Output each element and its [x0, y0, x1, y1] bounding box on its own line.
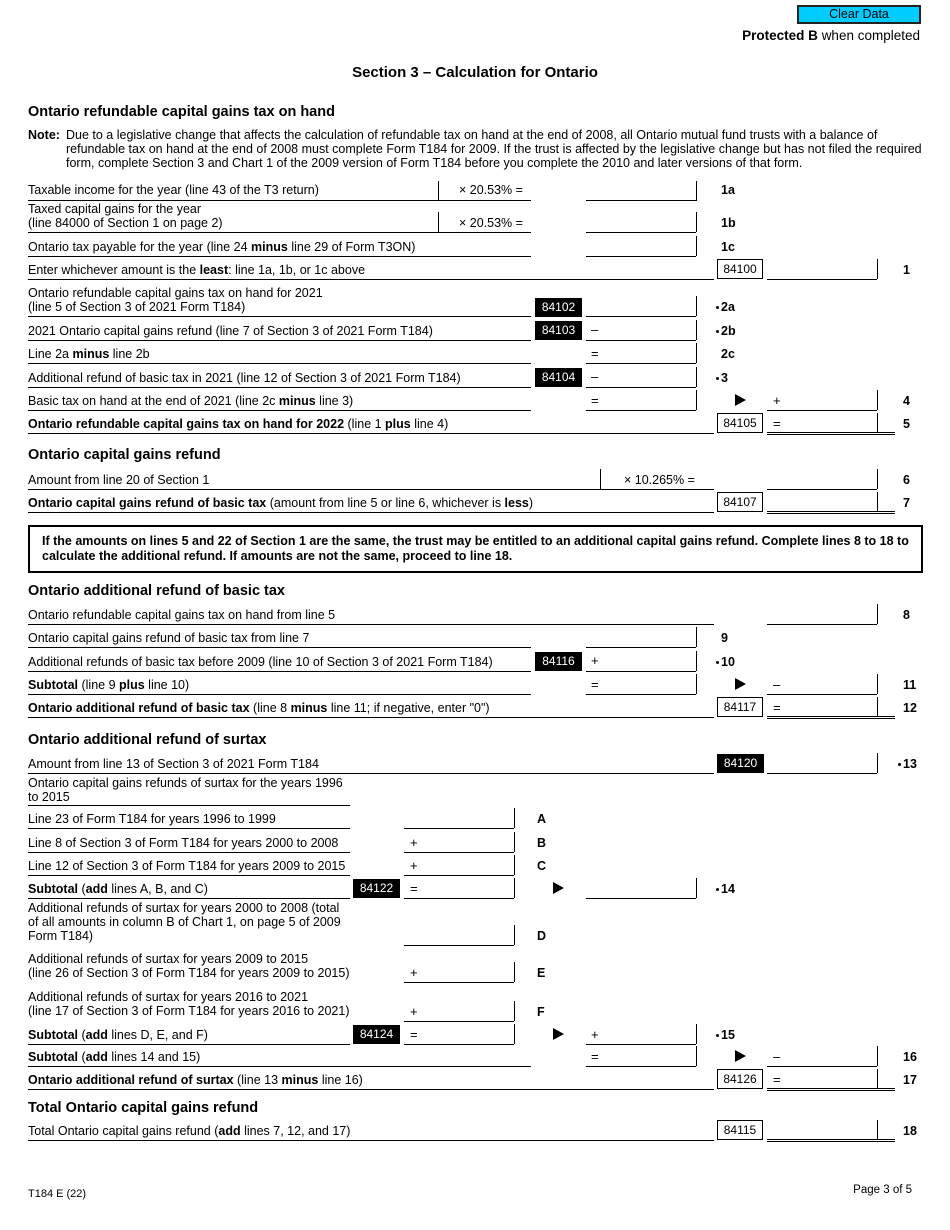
- code-84104: 84104: [535, 368, 582, 387]
- line-number-4: 4: [903, 394, 910, 408]
- note-text: Due to a legislative change that affects the calculation of refundable tax on hand at the end of 2008, all Ontario mutual fund trusts with a balance of refundable tax on hand at the end of 2008 must complete Form T184 for 2009. If the trust is affected by the legislative change but has not filed the required form, complete Section 3 and Chart 1 of the 2009 version of Form T184 before you complete the 2010 and later versions of that form.: [66, 128, 922, 170]
- line-number-13: 13: [903, 757, 917, 771]
- code-84122: 84122: [353, 879, 400, 898]
- plus-sign: +: [591, 1027, 599, 1042]
- notice-box: If the amounts on lines 5 and 22 of Section 1 are the same, the trust may be entitled to an additional capital gains refund. Complete lines 8 to 18 to calculate the additional refund. If amounts are not the same, proceed to line 18.: [28, 525, 923, 573]
- line-2c-label: Line 2a minus line 2b: [28, 347, 150, 361]
- field-F[interactable]: [404, 1021, 514, 1022]
- minus-sign: –: [591, 322, 599, 337]
- field-15a[interactable]: [404, 1044, 514, 1045]
- line-number-1b: 1b: [721, 216, 736, 230]
- equals-sign: =: [591, 677, 599, 692]
- plus-sign: +: [773, 393, 781, 408]
- equals-sign: =: [773, 1072, 781, 1087]
- heading-additional-basic: Ontario additional refund of basic tax: [28, 583, 285, 599]
- code-84126: 84126: [717, 1069, 763, 1089]
- line-C-label: Line 12 of Section 3 of Form T184 for years 2009 to 2015: [28, 859, 346, 873]
- field-18[interactable]: [767, 1139, 895, 1142]
- equals-sign: =: [773, 700, 781, 715]
- code-84124: 84124: [353, 1025, 400, 1044]
- line-2a-label-2: (line 5 of Section 3 of 2021 Form T184): [28, 300, 246, 314]
- line-E-label-2: (line 26 of Section 3 of Form T184 for years 2009 to 2015): [28, 966, 350, 980]
- field-1b[interactable]: [586, 232, 696, 233]
- line-2a-label-1: Ontario refundable capital gains tax on hand for 2021: [28, 286, 323, 300]
- minus-sign: –: [773, 1049, 781, 1064]
- line-1c-label: Ontario tax payable for the year (line 24 minus line 29 of Form T3ON): [28, 240, 416, 254]
- field-2a[interactable]: [586, 316, 696, 317]
- code-84107: 84107: [717, 492, 763, 512]
- line-1b-label-1: Taxed capital gains for the year: [28, 202, 202, 216]
- rate-1a: × 20.53% =: [459, 183, 523, 197]
- field-17[interactable]: [767, 1088, 895, 1091]
- line-number-3: 3: [721, 371, 728, 385]
- field-4a[interactable]: [586, 410, 696, 411]
- plus-sign: +: [410, 965, 418, 980]
- field-9[interactable]: [586, 647, 696, 648]
- line-3-label: Additional refund of basic tax in 2021 (line 12 of Section 3 of 2021 Form T184): [28, 371, 461, 385]
- line-D-label-1: Additional refunds of surtax for years 2000 to 2008 (total: [28, 901, 340, 915]
- field-2c[interactable]: [586, 363, 696, 364]
- arrow-right-icon: [735, 1050, 746, 1062]
- line-number-17: 17: [903, 1073, 917, 1087]
- arrow-right-icon: [553, 1028, 564, 1040]
- rate-6: × 10.265% =: [624, 473, 695, 487]
- plus-sign: +: [410, 858, 418, 873]
- line-6-label: Amount from line 20 of Section 1: [28, 473, 210, 487]
- minus-sign: –: [591, 369, 599, 384]
- equals-sign: =: [410, 881, 418, 896]
- code-84100: 84100: [717, 259, 763, 279]
- field-8[interactable]: [767, 624, 877, 625]
- heading-refund: Ontario capital gains refund: [28, 447, 221, 463]
- equals-sign: =: [410, 1027, 418, 1042]
- line-11-label: Subtotal (line 9 plus line 10): [28, 678, 190, 692]
- line-letter-F: F: [537, 1005, 545, 1019]
- field-16[interactable]: [767, 1066, 877, 1067]
- code-84102: 84102: [535, 298, 582, 317]
- line-number-2a: 2a: [721, 300, 735, 314]
- line-number-10: 10: [721, 655, 735, 669]
- line-18-label: Total Ontario capital gains refund (add lines 7, 12, and 17): [28, 1124, 351, 1138]
- field-7[interactable]: [767, 511, 895, 514]
- line-F-label-2: (line 17 of Section 3 of Form T184 for years 2016 to 2021): [28, 1004, 350, 1018]
- line-1b-label-2: (line 84000 of Section 1 on page 2): [28, 216, 223, 230]
- field-5[interactable]: [767, 432, 895, 435]
- field-12[interactable]: [767, 716, 895, 719]
- field-E[interactable]: [404, 982, 514, 983]
- section-title: Section 3 – Calculation for Ontario: [352, 64, 598, 81]
- line-number-1c: 1c: [721, 240, 735, 254]
- line-A-label: Line 23 of Form T184 for years 1996 to 1999: [28, 812, 276, 826]
- equals-sign: =: [591, 346, 599, 361]
- line-letter-E: E: [537, 966, 546, 980]
- field-6[interactable]: [767, 489, 877, 490]
- equals-sign: =: [591, 393, 599, 408]
- line-number-7: 7: [903, 496, 910, 510]
- plus-sign: +: [410, 835, 418, 850]
- code-84117: 84117: [717, 697, 763, 717]
- arrow-right-icon: [735, 394, 746, 406]
- heading-additional-surtax: Ontario additional refund of surtax: [28, 732, 267, 748]
- line-letter-C: C: [537, 859, 547, 873]
- line-letter-A: A: [537, 812, 547, 826]
- field-16a[interactable]: [586, 1066, 696, 1067]
- field-3[interactable]: [586, 387, 696, 388]
- heading-tax-on-hand: Ontario refundable capital gains tax on hand: [28, 104, 335, 120]
- note-label: Note:: [28, 128, 60, 142]
- minus-sign: –: [773, 677, 781, 692]
- line-D-label-3: Form T184): [28, 929, 94, 943]
- code-84103: 84103: [535, 321, 582, 340]
- line-1a-label: Taxable income for the year (line 43 of the T3 return): [28, 183, 319, 197]
- line-number-1: 1: [903, 263, 910, 277]
- field-C[interactable]: [404, 875, 514, 876]
- line-number-2b: 2b: [721, 324, 736, 338]
- line-number-5: 5: [903, 417, 910, 431]
- field-B[interactable]: [404, 852, 514, 853]
- line-F-label-1: Additional refunds of surtax for years 2016 to 2021: [28, 990, 309, 1004]
- arrow-right-icon: [553, 882, 564, 894]
- line-number-16: 16: [903, 1050, 917, 1064]
- line-7-label: Ontario capital gains refund of basic tax (amount from line 5 or line 6, whichever is less): [28, 496, 534, 510]
- surtax-sub-label-2: to 2015: [28, 790, 70, 804]
- line-8-label: Ontario refundable capital gains tax on hand from line 5: [28, 608, 336, 622]
- form-id: T184 E (22): [28, 1188, 87, 1200]
- equals-sign: =: [591, 1049, 599, 1064]
- line-12-label: Ontario additional refund of basic tax (line 8 minus line 11; if negative, enter "0"): [28, 701, 490, 715]
- rate-1b: × 20.53% =: [459, 216, 523, 230]
- field-13[interactable]: [767, 773, 877, 774]
- line-14-label: Subtotal (add lines A, B, and C): [28, 882, 208, 896]
- line-17-label: Ontario additional refund of surtax (line 13 minus line 16): [28, 1073, 363, 1087]
- field-15[interactable]: [586, 1044, 696, 1045]
- field-2b[interactable]: [586, 340, 696, 341]
- field-D[interactable]: [404, 945, 514, 946]
- code-84120: 84120: [717, 754, 764, 773]
- line-number-18: 18: [903, 1124, 917, 1138]
- line-number-8: 8: [903, 608, 910, 622]
- line-16-label: Subtotal (add lines 14 and 15): [28, 1050, 201, 1064]
- protected-b-label: Protected B when completed: [742, 28, 920, 43]
- field-1c[interactable]: [586, 256, 696, 257]
- line-5-label: Ontario refundable capital gains tax on hand for 2022 (line 1 plus line 4): [28, 417, 449, 431]
- field-10[interactable]: [586, 671, 696, 672]
- field-14a[interactable]: [404, 898, 514, 899]
- line-B-label: Line 8 of Section 3 of Form T184 for years 2000 to 2008: [28, 836, 339, 850]
- line-letter-D: D: [537, 929, 547, 943]
- line-13-label: Amount from line 13 of Section 3 of 2021 Form T184: [28, 757, 319, 771]
- field-1[interactable]: [767, 279, 877, 280]
- line-E-label-1: Additional refunds of surtax for years 2009 to 2015: [28, 952, 309, 966]
- page-number: Page 3 of 5: [853, 1184, 912, 1196]
- field-A[interactable]: [404, 828, 514, 829]
- clear-data-button[interactable]: Clear Data: [797, 5, 921, 24]
- line-15-label: Subtotal (add lines D, E, and F): [28, 1028, 208, 1042]
- plus-sign: +: [410, 1004, 418, 1019]
- line-10-label: Additional refunds of basic tax before 2009 (line 10 of Section 3 of 2021 Form T184): [28, 655, 493, 669]
- line-number-11: 11: [903, 678, 917, 692]
- field-4[interactable]: [767, 410, 877, 411]
- code-84116: 84116: [535, 652, 582, 671]
- line-number-15: 15: [721, 1028, 735, 1042]
- line-number-12: 12: [903, 701, 917, 715]
- field-14[interactable]: [586, 898, 696, 899]
- field-1a[interactable]: [586, 200, 696, 201]
- code-84105: 84105: [717, 413, 763, 433]
- code-84115: 84115: [717, 1120, 763, 1140]
- line-number-9: 9: [721, 631, 728, 645]
- surtax-sub-label-1: Ontario capital gains refunds of surtax for the years 1996: [28, 776, 343, 790]
- line-number-2c: 2c: [721, 347, 735, 361]
- plus-sign: +: [591, 653, 599, 668]
- line-number-14: 14: [721, 882, 735, 896]
- line-2b-label: 2021 Ontario capital gains refund (line 7 of Section 3 of 2021 Form T184): [28, 324, 433, 338]
- line-letter-B: B: [537, 836, 547, 850]
- line-1-label: Enter whichever amount is the least: line 1a, 1b, or 1c above: [28, 263, 366, 277]
- line-number-1a: 1a: [721, 183, 735, 197]
- line-number-6: 6: [903, 473, 910, 487]
- field-11[interactable]: [767, 694, 877, 695]
- line-4-label: Basic tax on hand at the end of 2021 (line 2c minus line 3): [28, 394, 354, 408]
- arrow-right-icon: [735, 678, 746, 690]
- field-11a[interactable]: [586, 694, 696, 695]
- equals-sign: =: [773, 416, 781, 431]
- line-9-label: Ontario capital gains refund of basic tax from line 7: [28, 631, 310, 645]
- heading-total-refund: Total Ontario capital gains refund: [28, 1100, 259, 1116]
- line-D-label-2: of all amounts in column B of Chart 1, on page 5 of 2009: [28, 915, 341, 929]
